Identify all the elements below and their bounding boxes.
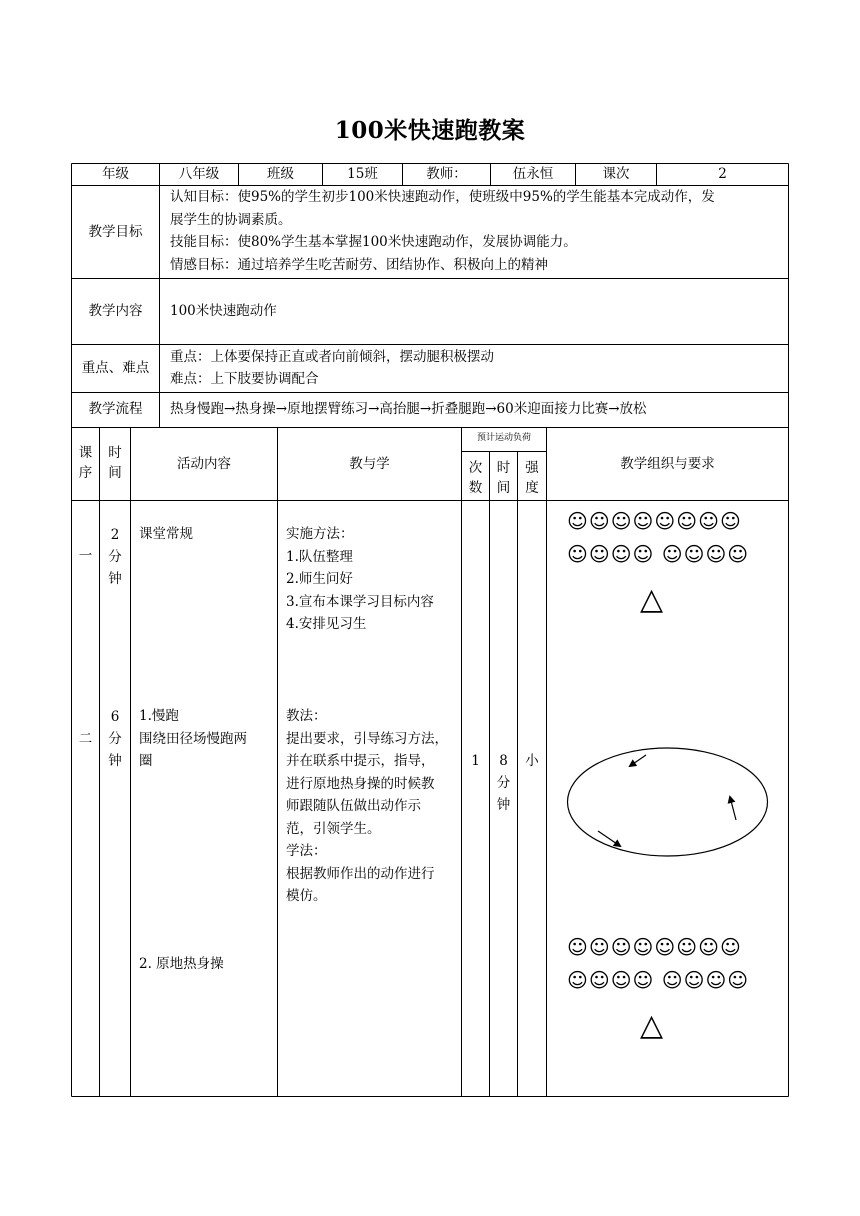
section-time-char: 分 xyxy=(108,731,122,747)
class-label: 班级 xyxy=(267,166,294,182)
page-title: 100米快速跑教案 xyxy=(334,117,526,144)
objective-line: 认知目标：使95%的学生初步100米快速跑动作，使班级中95%的学生能基本完成动作，发 xyxy=(170,189,715,205)
count-header xyxy=(462,458,489,498)
method-line: 教法： xyxy=(286,708,327,724)
count-header-char: 次 xyxy=(468,460,483,476)
method-line: 模仿。 xyxy=(286,888,327,904)
section-time xyxy=(100,706,130,772)
key-points-label: 重点、难点 xyxy=(81,360,150,376)
organization-header: 教学组织与要求 xyxy=(620,456,715,472)
method-line: 进行原地热身操的时候教 xyxy=(286,775,435,792)
section-order: 二 xyxy=(78,731,93,747)
lesson-label: 课次 xyxy=(602,166,630,182)
load-time xyxy=(490,750,517,816)
load-time-char: 8 xyxy=(499,753,508,769)
count-header-char: 数 xyxy=(468,480,483,496)
method-line: 提出要求，引导练习方法， xyxy=(286,730,448,747)
difficulty-text: 难点：上下肢要协调配合 xyxy=(170,371,319,387)
grade-value: 八年级 xyxy=(178,166,220,182)
teacher-position-icon: △ xyxy=(640,582,665,617)
section-time xyxy=(100,524,130,590)
section-time-char: 钟 xyxy=(108,571,122,587)
activity-line: 2. 原地热身操 xyxy=(139,956,224,972)
method-line: 师跟随队伍做出动作示 xyxy=(286,798,421,814)
running-track-diagram xyxy=(560,740,780,870)
direction-arrow-icon xyxy=(730,797,736,820)
teach-learn-header: 教与学 xyxy=(349,456,390,472)
student-formation-row: ☺☺☺☺ ☺☺☺☺ xyxy=(567,968,750,992)
content-label: 教学内容 xyxy=(88,303,143,319)
method-line: 实施方法： xyxy=(286,526,354,542)
student-formation-row: ☺☺☺☺☺☺☺☺ xyxy=(567,935,742,959)
load-time-char: 钟 xyxy=(496,797,511,813)
direction-arrow-icon xyxy=(630,755,646,766)
intensity-header-char: 度 xyxy=(525,480,539,496)
intensity-header xyxy=(518,458,546,498)
load-intensity: 小 xyxy=(525,753,539,769)
direction-arrow-icon xyxy=(598,831,620,846)
load-count: 1 xyxy=(471,753,480,769)
student-formation-row: ☺☺☺☺☺☺☺☺ xyxy=(567,509,742,533)
teacher-label: 教师： xyxy=(426,166,467,182)
load-group-header: 预计运动负荷 xyxy=(476,433,531,443)
method-line: 学法： xyxy=(286,843,327,859)
order-header xyxy=(72,443,99,483)
load-time-header-char: 间 xyxy=(496,480,511,496)
section-order: 一 xyxy=(78,548,93,564)
activity-header: 活动内容 xyxy=(177,456,231,472)
flow-text: 热身慢跑→热身操→原地摆臂练习→高抬腿→折叠腿跑→60米迎面接力比赛→放松 xyxy=(170,401,647,417)
activity-line: 围绕田径场慢跑两 xyxy=(139,730,247,747)
track-oval xyxy=(568,748,768,856)
lesson-value: 2 xyxy=(718,166,727,182)
teacher-value: 伍永恒 xyxy=(512,166,554,182)
load-time-header xyxy=(490,458,517,498)
class-value: 15班 xyxy=(347,166,378,182)
method-line: 2.师生问好 xyxy=(286,571,353,587)
teacher-position-icon: △ xyxy=(640,1008,665,1043)
section-time-char: 分 xyxy=(108,549,122,565)
objective-line: 技能目标：使80%学生基本掌握100米快速跑动作，发展协调能力。 xyxy=(170,234,577,250)
method-line: 范，引领学生。 xyxy=(286,820,381,837)
section-activity: 课堂常规 xyxy=(139,526,193,542)
intensity-header-char: 强 xyxy=(525,460,539,476)
load-time-char: 分 xyxy=(496,775,511,791)
time-header xyxy=(100,443,130,483)
student-formation-row: ☺☺☺☺ ☺☺☺☺ xyxy=(567,542,750,566)
time-header-char: 间 xyxy=(108,465,122,481)
method-line: 3.宣布本课学习目标内容 xyxy=(286,593,434,610)
order-header-char: 序 xyxy=(78,465,93,481)
method-line: 根据教师作出的动作进行 xyxy=(286,865,435,882)
objective-line: 情感目标：通过培养学生吃苦耐劳、团结协作、积极向上的精神 xyxy=(170,256,548,273)
load-time-header-char: 时 xyxy=(496,460,511,476)
section-time-char: 钟 xyxy=(108,753,122,769)
flow-label: 教学流程 xyxy=(88,401,143,417)
method-line: 1.队伍整理 xyxy=(286,548,353,565)
section-time-char: 6 xyxy=(110,709,120,725)
activity-line: 圈 xyxy=(139,753,153,769)
grade-label: 年级 xyxy=(102,166,129,182)
method-line: 并在联系中提示，指导， xyxy=(286,753,435,769)
key-point-text: 重点：上体要保持正直或者向前倾斜，摆动腿积极摆动 xyxy=(170,349,494,365)
order-header-char: 课 xyxy=(78,445,93,461)
time-header-char: 时 xyxy=(108,445,122,461)
objective-line: 展学生的协调素质。 xyxy=(170,211,292,228)
method-line: 4.安排见习生 xyxy=(286,616,367,632)
activity-line: 1.慢跑 xyxy=(139,708,179,724)
content-text: 100米快速跑动作 xyxy=(170,303,277,319)
objectives-label: 教学目标 xyxy=(88,224,143,240)
section-time-char: 2 xyxy=(110,527,120,543)
